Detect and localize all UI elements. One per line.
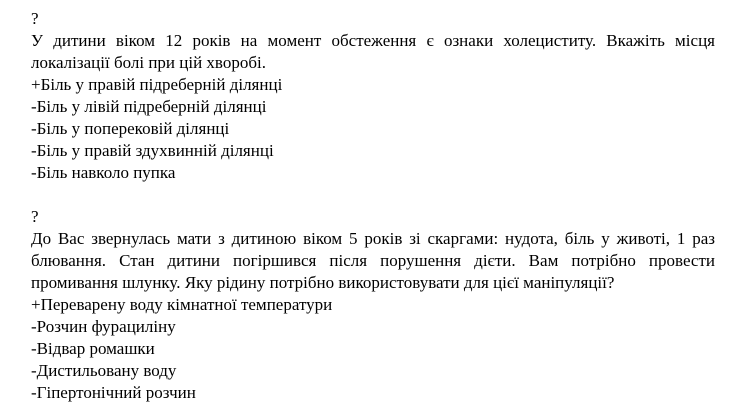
answer-option-correct: +Переварену воду кімнатної температури xyxy=(31,295,333,314)
answer-option: -Дистильовану воду xyxy=(31,361,177,380)
question-marker: ? xyxy=(31,207,39,226)
answer-option: -Розчин фурациліну xyxy=(31,317,176,336)
question-text: До Вас звернулась мати з дитиною віком 5 років зі скаргами: нудота, біль у животі, 1 раз блювання. Стан дитини погіршився після порушення дієти. Вам потрібно провести промивання шлунку. Яку рідину потрібно використовувати для цієї маніпуляції? xyxy=(31,229,715,292)
question-text: У дитини віком 12 років на момент обстеження є ознаки холециститу. Вкажіть місця локалізації болі при цій хворобі. xyxy=(31,31,715,72)
answer-option: -Біль навколо пупка xyxy=(31,163,176,182)
answer-option: -Відвар ромашки xyxy=(31,339,155,358)
question-marker: ? xyxy=(31,9,39,28)
answer-option: -Гіпертонічний розчин xyxy=(31,383,196,402)
answer-option: -Біль у поперековій ділянці xyxy=(31,119,230,138)
answer-option: -Біль у лівій підреберній ділянці xyxy=(31,97,267,116)
answer-option: -Біль у правій здухвинній ділянці xyxy=(31,141,274,160)
answer-option-correct: +Біль у правій підреберній ділянці xyxy=(31,75,283,94)
question-block-2 xyxy=(31,206,715,404)
question-block-1 xyxy=(31,8,715,184)
